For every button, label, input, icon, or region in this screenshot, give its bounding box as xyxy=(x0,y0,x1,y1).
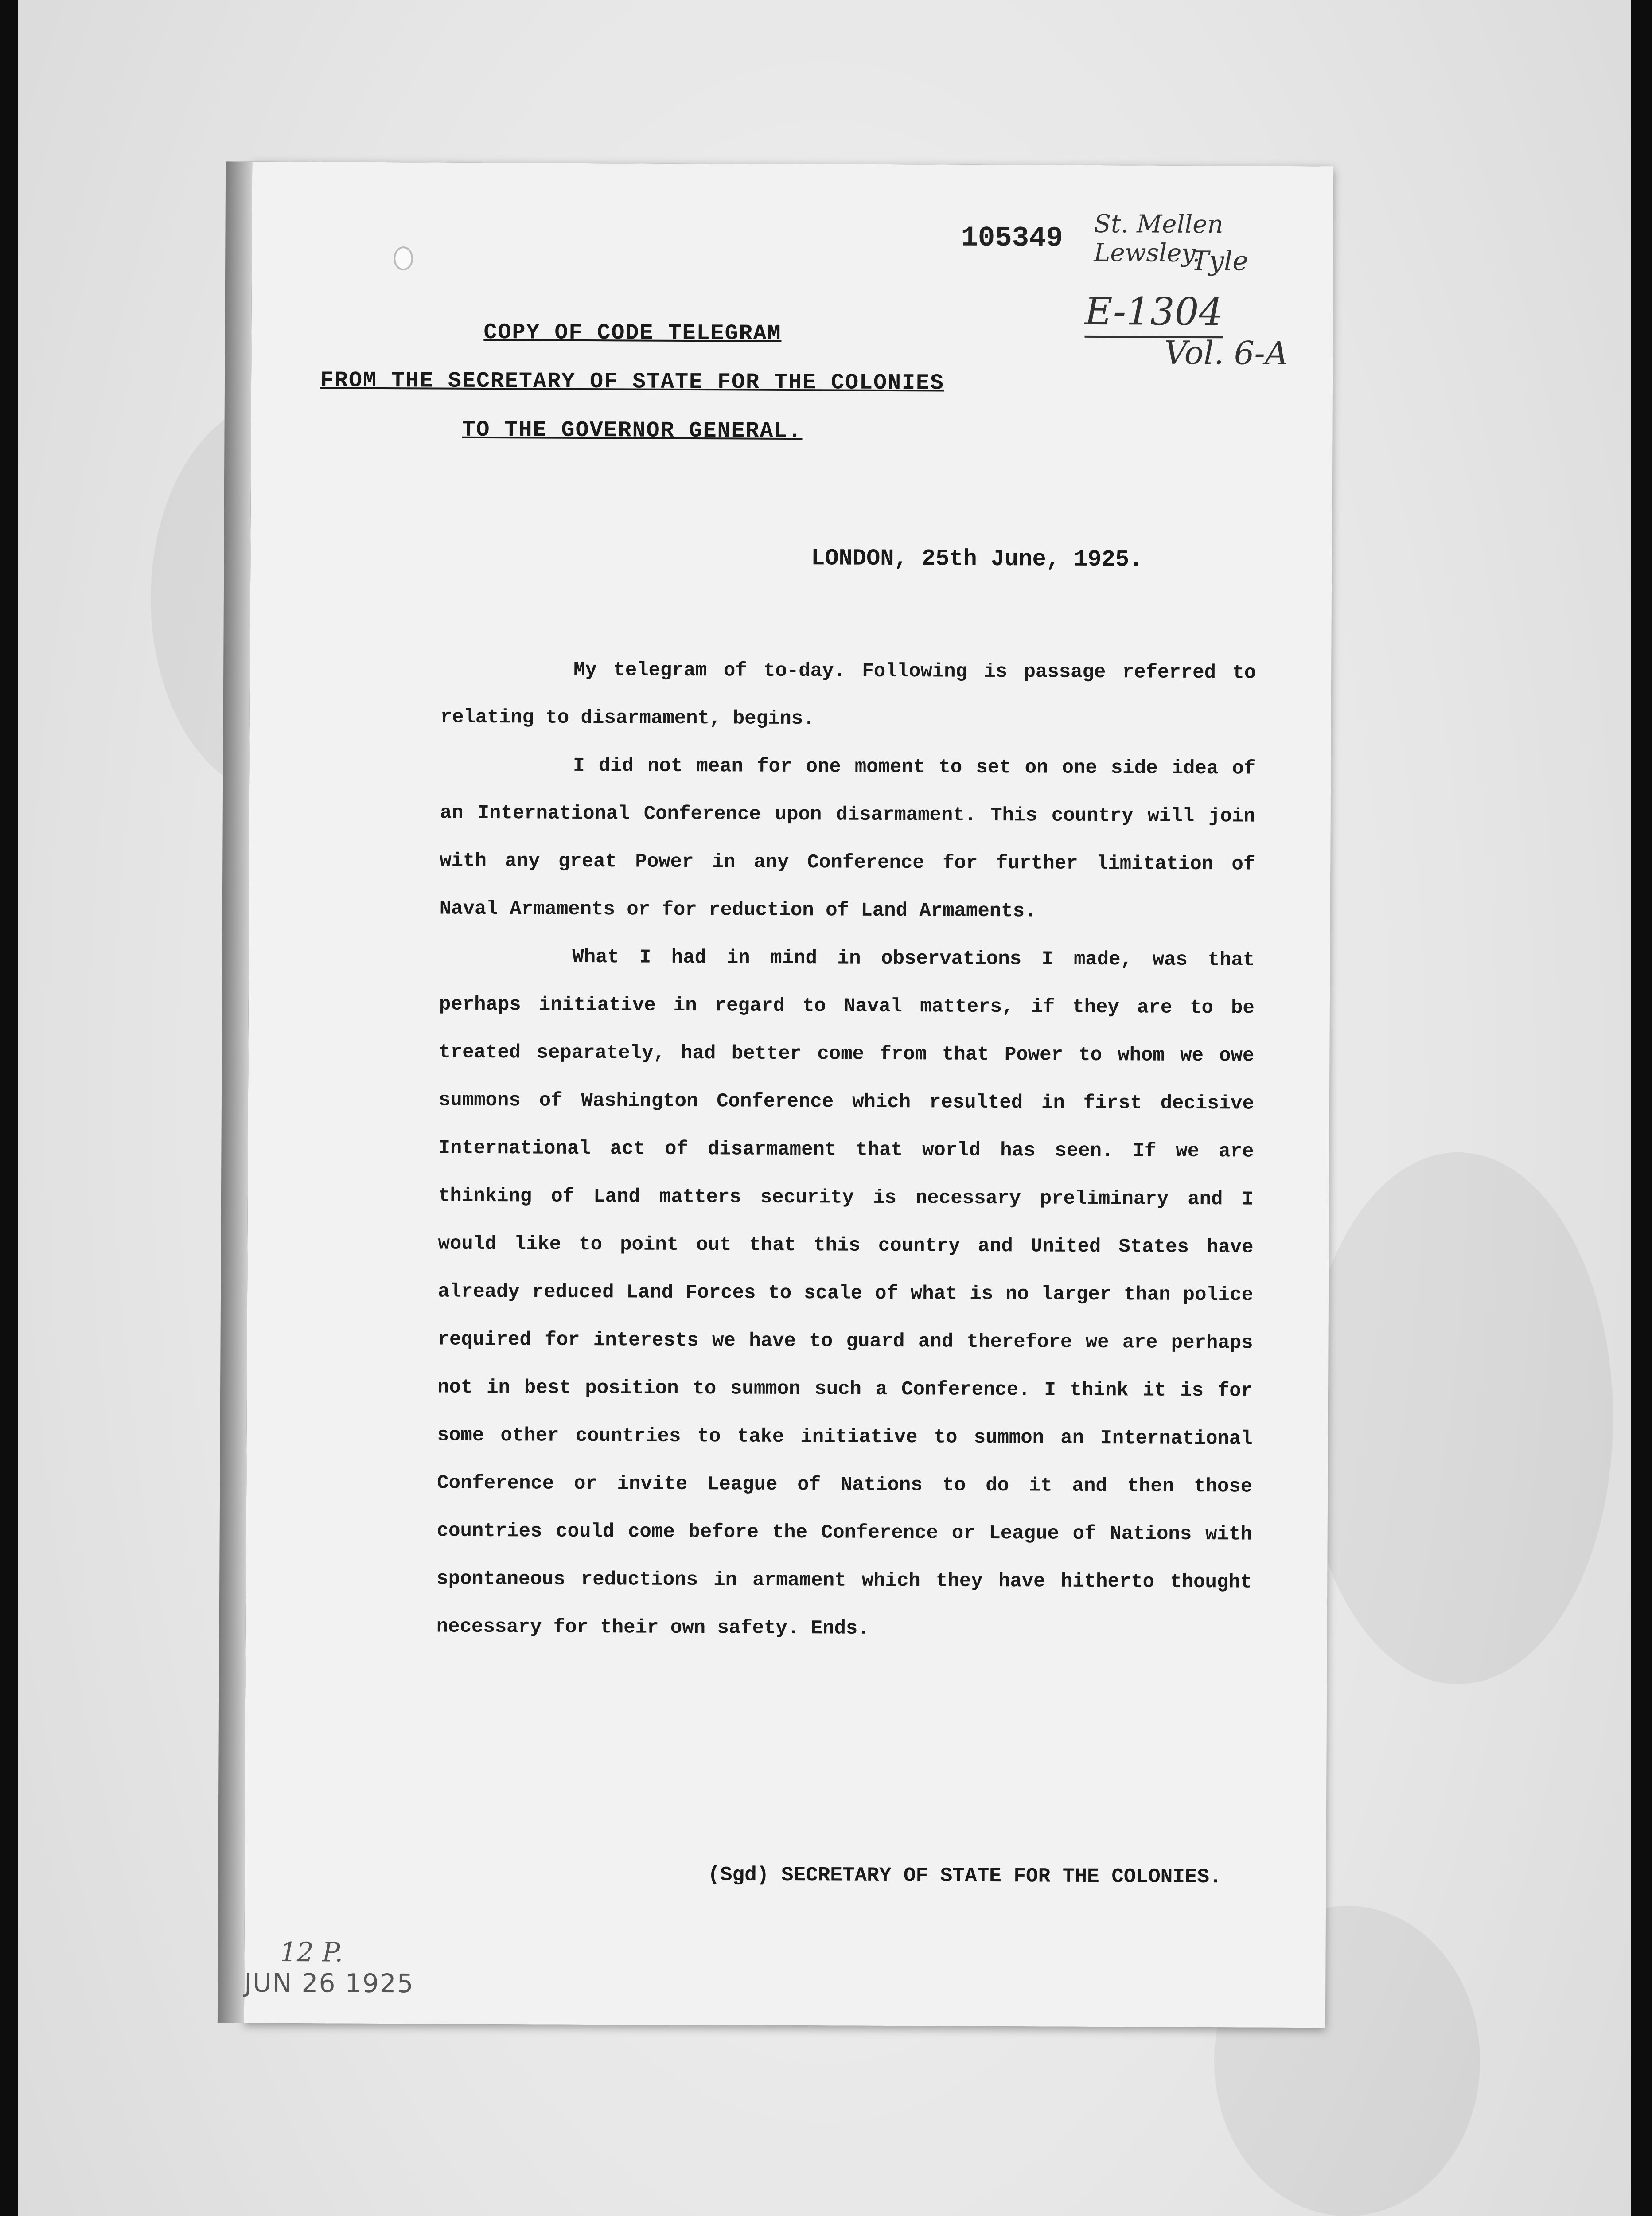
stamp-date: JUN 26 1925 xyxy=(244,1967,414,1999)
punch-hole xyxy=(394,246,413,270)
handwritten-file-reference: E-1304 xyxy=(1084,289,1223,338)
dateline: LONDON, 25th June, 1925. xyxy=(811,545,1143,573)
heading-line-3: TO THE GOVERNOR GENERAL. xyxy=(462,417,803,445)
background-stain xyxy=(1303,1152,1613,1684)
handwritten-volume-reference: Vol. 6-A xyxy=(1164,334,1289,372)
heading-line-2: FROM THE SECRETARY OF STATE FOR THE COLONIES xyxy=(320,368,945,396)
telegram-sheet xyxy=(244,162,1333,2028)
heading-line-1: COPY OF CODE TELEGRAM xyxy=(483,320,782,347)
paragraph: My telegram of to-day. Following is passage referred to relating to disarmament, begins. xyxy=(440,659,1256,730)
stamp-initials: 12 P. xyxy=(280,1937,343,1968)
document-number: 105349 xyxy=(961,222,1064,255)
signature-line: (Sgd) SECRETARY OF STATE FOR THE COLONIES. xyxy=(708,1863,1222,1889)
handwritten-note: Tyle xyxy=(1191,245,1248,277)
paragraph: What I had in mind in observations I made, was that perhaps initiative in regard to Naval matters, if they are to be treated separately, had better come from that Power to whom we owe summons of Washington Conference which resulted in first decisive International act of disarmament that world has seen. If we are thinking of Land matters security is necessary preliminary and I would like to point out that this country and United States have already reduced Land Forces to scale of what is no larger than police required for interests we have to guard and therefore we are perhaps not in best position to summon such a Conference. I think it is for some other countries to take initiative to summon an International Conference or invite League of Nations to do it and then those countries could come before the Conference or League of Nations with spontaneous reductions in armament which they have hitherto thought necessary for their own safety. Ends. xyxy=(436,946,1255,1640)
paragraph: I did not mean for one moment to set on one side idea of an International Conference upon disarmament. This country will join with any great Power in any Conference for further limitation of Naval Armaments or for reduction of Land Armaments. xyxy=(439,754,1256,923)
handwritten-note: St. Mellen Lewsley. xyxy=(1094,209,1223,268)
received-stamp xyxy=(244,1937,414,1999)
telegram-body xyxy=(436,646,1256,1654)
